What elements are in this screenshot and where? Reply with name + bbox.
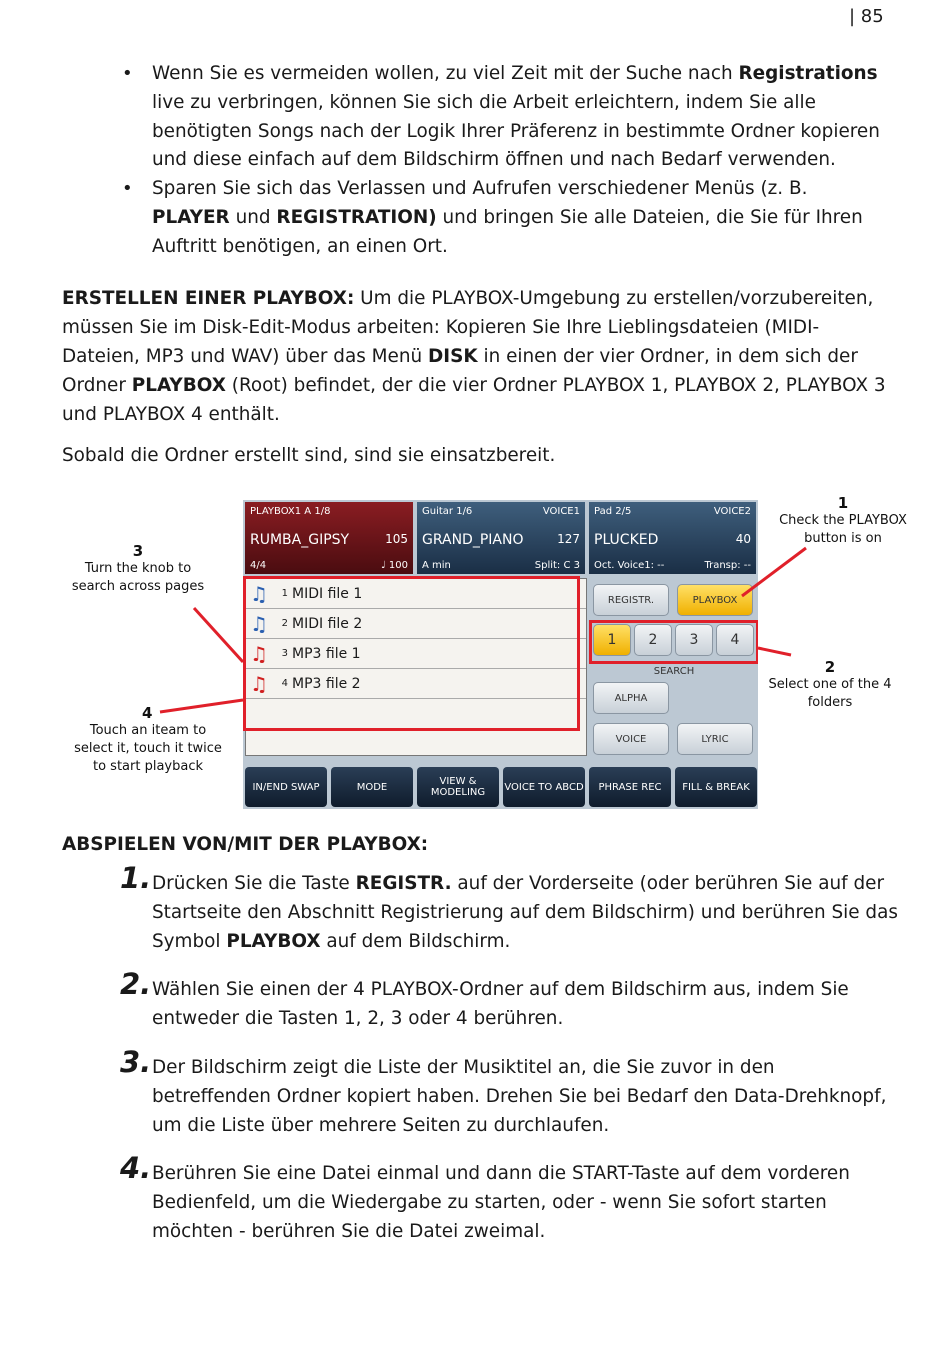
voice-to-abcd-button[interactable]: VOICE TO ABCD: [503, 767, 585, 807]
callout-line-2: [758, 648, 791, 655]
player-panel: PLAYBOX1 A 1/8 RUMBA_GIPSY 105 4/4 ♩ 100: [245, 502, 413, 574]
step-item: 2. Wählen Sie einen der 4 PLAYBOX-Ordner auf dem Bildschirm aus, indem Sie entweder die Tasten 1, 2, 3 oder 4 berühren.: [120, 967, 849, 1030]
step-item: 4. Berühren Sie eine Datei einmal und dann die START-Taste auf dem vorderen Bedienfeld, um die Wiedergabe zu starten, oder - wenn Sie sofort starten möchten - berühren Sie die Datei zweimal.: [120, 1151, 850, 1242]
folder-button-2[interactable]: 2: [634, 624, 672, 656]
mp3-file-icon: ♫: [250, 671, 268, 696]
create-paragraph: ERSTELLEN EINER PLAYBOX: Um die PLAYBOX-Umgebung zu erstellen/vorzubereiten, müssen Sie im Disk-Edit-Modus arbeiten: Kopieren Sie Ihre Lieblingsdateien (MIDI-Dateien, MP3 und WAV) über das Menü DISK in einen der vier Ordner, in dem sich der Ordner PLAYBOX (Root) befindet, der die vier Ordner PLAYBOX 1, PLAYBOX 2, PLAYBOX 3 und PLAYBOX 4 enthält.: [62, 288, 886, 425]
voice-button[interactable]: VOICE: [593, 723, 669, 755]
caption-4: 4 Touch an iteam to select it, touch it twice to start playback: [74, 704, 222, 774]
playbox-button[interactable]: PLAYBOX: [677, 584, 753, 616]
voice2-panel: Pad 2/5 VOICE2 PLUCKED 40 Oct. Voice1: -- Transp: --: [589, 502, 756, 574]
callout-line-3: [194, 608, 243, 662]
ready-paragraph: Sobald die Ordner erstellt sind, sind sie einsatzbereit.: [62, 445, 556, 466]
mode-button[interactable]: MODE: [331, 767, 413, 807]
phrase-rec-button[interactable]: PHRASE REC: [589, 767, 671, 807]
page-number: | 85: [849, 6, 884, 27]
list-item[interactable]: ♫ 1 MIDI file 1: [246, 579, 586, 609]
registr-button[interactable]: REGISTR.: [593, 584, 669, 616]
midi-file-icon: ♫: [250, 611, 268, 636]
folder-button-1[interactable]: 1: [593, 624, 631, 656]
in-end-swap-button[interactable]: IN/END SWAP: [245, 767, 327, 807]
folder-button-3[interactable]: 3: [675, 624, 713, 656]
mp3-file-icon: ♫: [250, 641, 268, 666]
list-item[interactable]: ♫ 2 MIDI file 2: [246, 609, 586, 639]
view-modeling-button[interactable]: VIEW & MODELING: [417, 767, 499, 807]
alpha-button[interactable]: ALPHA: [593, 682, 669, 714]
step-item: 1. Drücken Sie die Taste REGISTR. auf der Vorderseite (oder berühren Sie auf der Startseite den Abschnitt Registrierung auf dem Bildschirm) und berühren Sie das Symbol PLAYBOX auf dem Bildschirm.: [120, 861, 898, 952]
list-item[interactable]: ♫ 4 MP3 file 2: [246, 669, 586, 699]
step-item: 3. Der Bildschirm zeigt die Liste der Musiktitel an, die Sie zuvor in den betreffenden Ordner kopiert haben. Drehen Sie bei Bedarf den Data-Drehknopf, um die Liste über mehrere Seiten zu durchlaufen.: [120, 1044, 887, 1136]
midi-file-icon: ♫: [250, 581, 268, 606]
play-heading: ABSPIELEN VON/MIT DER PLAYBOX:: [62, 834, 429, 855]
caption-3: 3 Turn the knob to search across pages: [71, 542, 205, 594]
callout-line-1: [742, 548, 806, 596]
bullet-item: • Sparen Sie sich das Verlassen und Aufrufen verschiedener Menüs (z. B. PLAYER und REGISTRATION) und bringen Sie alle Dateien, die Sie für Ihren Auftritt benötigen, an einen Ort.: [118, 175, 883, 261]
folder-button-4[interactable]: 4: [716, 624, 754, 656]
steps-list: [118, 861, 898, 1267]
caption-2: 2 Select one of the 4 folders: [768, 658, 892, 710]
search-label: SEARCH: [653, 666, 695, 677]
voice1-panel: Guitar 1/6 VOICE1 GRAND_PIANO 127 A min Split: C 3: [417, 502, 585, 574]
lyric-button[interactable]: LYRIC: [677, 723, 753, 755]
caption-1: 1 Check the PLAYBOX button is on: [779, 494, 907, 546]
bullet-item: • Wenn Sie es vermeiden wollen, zu viel Zeit mit der Suche nach Registrations live zu verbringen, können Sie sich die Arbeit erleichtern, indem Sie alle benötigten Songs nach der Logik Ihrer Präferenz in bestimmte Ordner kopieren und diese einfach auf dem Bildschirm öffnen und nach Bedarf verwenden.: [118, 60, 883, 175]
fill-break-button[interactable]: FILL & BREAK: [675, 767, 757, 807]
list-item[interactable]: ♫ 3 MP3 file 1: [246, 639, 586, 669]
